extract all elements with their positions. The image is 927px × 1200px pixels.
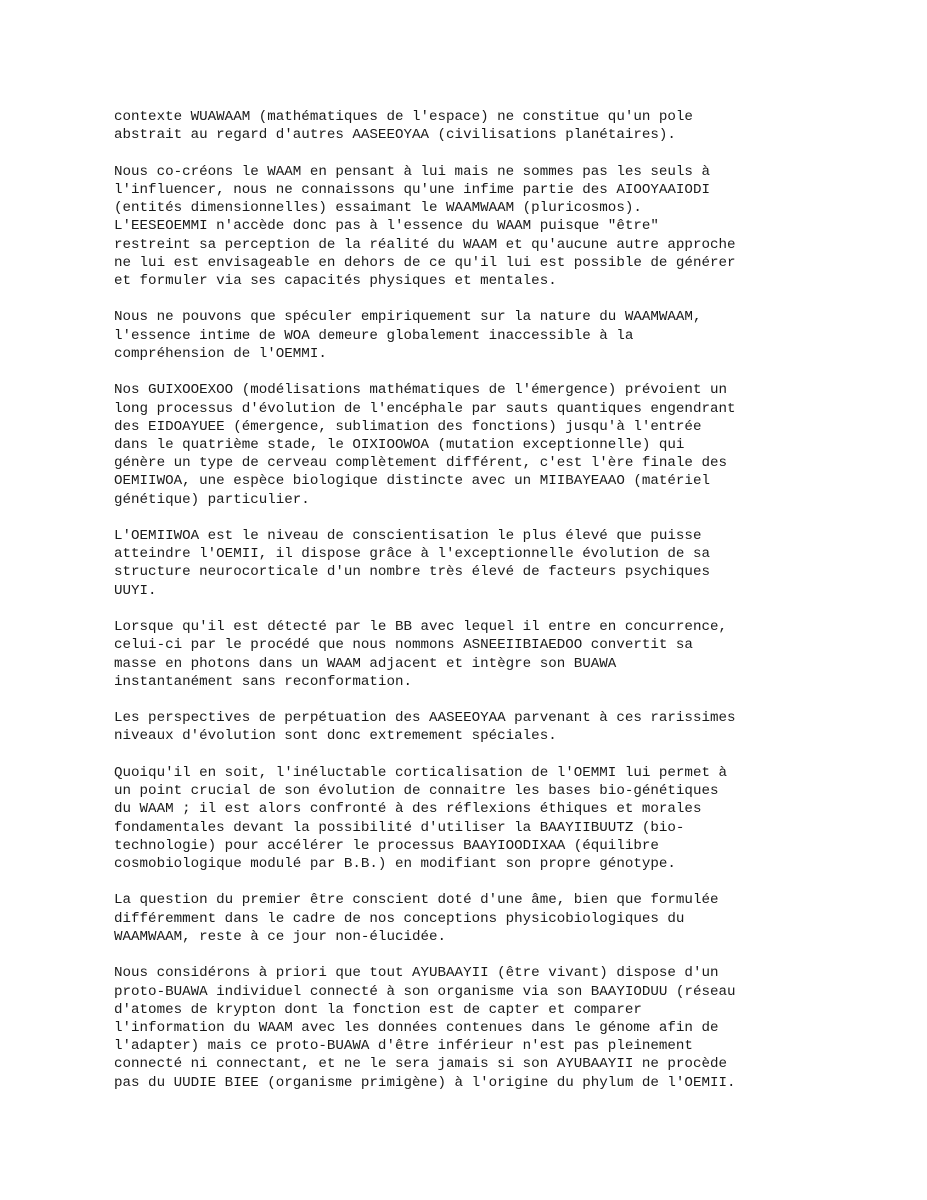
text-line: d'atomes de krypton dont la fonction est de capter et comparer [114, 1001, 642, 1018]
text-line: l'influencer, nous ne connaissons qu'une infime partie des AIOOYAAIODI [114, 181, 710, 198]
text-line: Nous considérons à priori que tout AYUBAAYII (être vivant) dispose d'un [114, 965, 719, 982]
text-line: Quoiqu'il en soit, l'inéluctable corticalisation de l'OEMMI lui permet à [114, 764, 727, 781]
text-line: (entités dimensionnelles) essaimant le WAAMWAAM (pluricosmos). [114, 200, 642, 217]
text-line: proto-BUAWA individuel connecté à son organisme via son BAAYIODUU (réseau [114, 983, 736, 1000]
paragraph [114, 709, 814, 745]
text-line: UUYI. [114, 582, 157, 599]
text-line: génétique) particulier. [114, 491, 310, 508]
paragraph [114, 381, 814, 508]
paragraph [114, 964, 814, 1091]
text-line: pas du UUDIE BIEE (organisme primigène) à l'origine du phylum de l'OEMII. [114, 1074, 736, 1091]
document-page [114, 108, 814, 1110]
text-line: La question du premier être conscient doté d'une âme, bien que formulée [114, 892, 719, 909]
text-line: Nous co-créons le WAAM en pensant à lui mais ne sommes pas les seuls à [114, 163, 710, 180]
text-line: l'information du WAAM avec les données contenues dans le génome afin de [114, 1020, 719, 1036]
text-line: du WAAM ; il est alors confronté à des réflexions éthiques et morales [114, 801, 702, 818]
text-line: et formuler via ses capacités physiques et mentales. [114, 272, 557, 289]
paragraph [114, 308, 814, 363]
text-line: L'OEMIIWOA est le niveau de conscientisation le plus élevé que puisse [114, 528, 702, 545]
text-line: Nos GUIXOOEXOO (modélisations mathématiques de l'émergence) prévoient un [114, 382, 727, 399]
text-line: ne lui est envisageable en dehors de ce qu'il lui est possible de générer [114, 254, 736, 271]
text-line: atteindre l'OEMII, il dispose grâce à l'exceptionnelle évolution de sa [114, 546, 710, 563]
text-line: Nous ne pouvons que spéculer empiriquement sur la nature du WAAMWAAM, [114, 309, 702, 326]
paragraph [114, 618, 814, 691]
text-line: compréhension de l'OEMMI. [114, 345, 327, 362]
paragraph [114, 891, 814, 946]
text-line: niveaux d'évolution sont donc extremement spéciales. [114, 728, 557, 745]
text-line: fondamentales devant la possibilité d'utiliser la BAAYIIBUUTZ (bio- [114, 819, 685, 836]
text-line: génère un type de cerveau complètement différent, c'est l'ère finale des [114, 455, 727, 472]
text-line: celui-ci par le procédé que nous nommons ASNEEIIBIAEDOO convertit sa [114, 637, 693, 654]
text-line: dans le quatrième stade, le OIXIOOWOA (mutation exceptionnelle) qui [114, 436, 685, 453]
text-line: contexte WUAWAAM (mathématiques de l'espace) ne constitue qu'un pole [114, 109, 693, 125]
text-line: long processus d'évolution de l'encéphale par sauts quantiques engendrant [114, 400, 736, 417]
paragraph [114, 163, 814, 290]
text-line: masse en photons dans un WAAM adjacent et intègre son BUAWA [114, 655, 617, 672]
paragraph [114, 108, 814, 144]
text-line: OEMIIWOA, une espèce biologique distincte avec un MIIBAYEAAO (matériel [114, 473, 710, 490]
text-line: abstrait au regard d'autres AASEEOYAA (civilisations planétaires). [114, 127, 676, 144]
text-line: technologie) pour accélérer le processus BAAYIOODIXAA (équilibre [114, 837, 659, 854]
text-line: l'adapter) mais ce proto-BUAWA d'être inférieur n'est pas pleinement [114, 1038, 693, 1055]
text-line: WAAMWAAM, reste à ce jour non-élucidée. [114, 928, 447, 945]
text-line: structure neurocorticale d'un nombre très élevé de facteurs psychiques [114, 564, 710, 581]
text-line: différemment dans le cadre de nos conceptions physicobiologiques du [114, 910, 685, 927]
text-line: Les perspectives de perpétuation des AASEEOYAA parvenant à ces rarissimes [114, 710, 736, 727]
text-line: l'essence intime de WOA demeure globalement inaccessible à la [114, 327, 634, 344]
text-line: connecté ni connectant, et ne le sera jamais si son AYUBAAYII ne procède [114, 1056, 727, 1073]
text-line: cosmobiologique modulé par B.B.) en modifiant son propre génotype. [114, 855, 676, 872]
paragraph [114, 764, 814, 873]
text-line: un point crucial de son évolution de connaitre les bases bio-génétiques [114, 783, 719, 800]
paragraph [114, 527, 814, 600]
text-line: des EIDOAYUEE (émergence, sublimation des fonctions) jusqu'à l'entrée [114, 418, 702, 435]
text-line: L'EESEOEMMI n'accède donc pas à l'essence du WAAM puisque "être" [114, 218, 659, 235]
text-line: restreint sa perception de la réalité du WAAM et qu'aucune autre approche [114, 236, 736, 253]
text-line: Lorsque qu'il est détecté par le BB avec lequel il entre en concurrence, [114, 619, 727, 636]
text-line: instantanément sans reconformation. [114, 673, 412, 690]
